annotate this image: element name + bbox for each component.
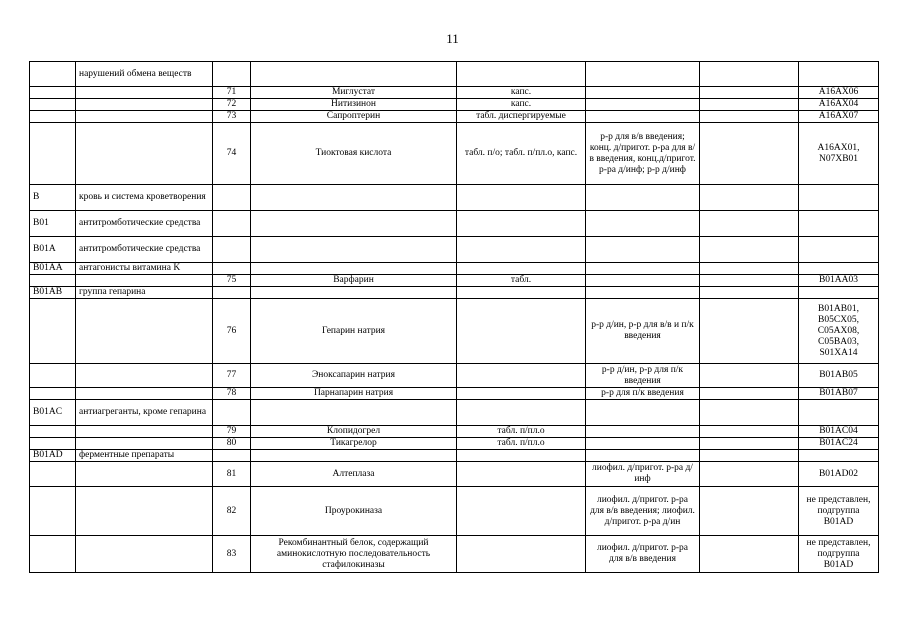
table-cell-dosage-form: капс. xyxy=(457,87,586,99)
table-cell-dosage-form xyxy=(457,487,586,536)
table-cell-extra xyxy=(700,299,799,364)
table-cell-dosage-form-2: лиофил. д/пригот. р-ра для в/в введения xyxy=(586,536,700,573)
table-cell-atc-code: A16AX04 xyxy=(799,99,879,111)
table-cell-dosage-form xyxy=(457,62,586,87)
table-cell-atc-code xyxy=(799,211,879,237)
table-cell-dosage-form xyxy=(457,263,586,275)
table-cell-drug-name: Эноксапарин натрия xyxy=(251,364,457,388)
table-cell-atc-code xyxy=(799,185,879,211)
table-row xyxy=(30,99,879,111)
table-cell-dosage-form-2 xyxy=(586,185,700,211)
table-cell-drug-name: Миглустат xyxy=(251,87,457,99)
table-cell-atc-code: B01AC24 xyxy=(799,438,879,450)
table-cell-extra xyxy=(700,426,799,438)
table-cell-code: B01AD xyxy=(30,450,76,462)
table-cell-dosage-form-2: р-р д/ин, р-р для в/в и п/к введения xyxy=(586,299,700,364)
table-cell-description xyxy=(76,123,213,185)
table-cell-drug-name: Тикагрелор xyxy=(251,438,457,450)
table-cell-extra xyxy=(700,87,799,99)
table-cell-dosage-form-2: р-р д/ин, р-р для п/к введения xyxy=(586,364,700,388)
table-cell-drug-name: Тиоктовая кислота xyxy=(251,123,457,185)
table-cell-number: 73 xyxy=(213,111,251,123)
table-cell-description xyxy=(76,87,213,99)
table-cell-drug-name: Парнапарин натрия xyxy=(251,388,457,400)
table-cell-atc-code xyxy=(799,287,879,299)
table-cell-dosage-form-2 xyxy=(586,211,700,237)
table-cell-atc-code: не представлен, подгруппа B01AD xyxy=(799,487,879,536)
table-row xyxy=(30,364,879,388)
table-cell-drug-name: Клопидогрел xyxy=(251,426,457,438)
table-cell-drug-name: Нитизинон xyxy=(251,99,457,111)
table-cell-drug-name xyxy=(251,185,457,211)
table-cell-description xyxy=(76,438,213,450)
table-cell-atc-code: B01AB05 xyxy=(799,364,879,388)
table-row xyxy=(30,450,879,462)
table-cell-dosage-form xyxy=(457,450,586,462)
table-cell-number xyxy=(213,450,251,462)
table-cell-atc-code: B01AB01, B05CX05, C05AX08, C05BA03, S01XA14 xyxy=(799,299,879,364)
table-cell-drug-name xyxy=(251,237,457,263)
table-cell-code xyxy=(30,275,76,287)
table-cell-number: 81 xyxy=(213,462,251,487)
table-row xyxy=(30,487,879,536)
table-cell-description xyxy=(76,388,213,400)
table-cell-dosage-form-2 xyxy=(586,263,700,275)
table-cell-dosage-form: капс. xyxy=(457,99,586,111)
table-cell-drug-name xyxy=(251,450,457,462)
table-cell-description: антиагреганты, кроме гепарина xyxy=(76,400,213,426)
table-cell-extra xyxy=(700,462,799,487)
table-cell-number: 75 xyxy=(213,275,251,287)
table-cell-extra xyxy=(700,388,799,400)
table-cell-dosage-form-2 xyxy=(586,400,700,426)
table-row xyxy=(30,287,879,299)
table-cell-code: B01AB xyxy=(30,287,76,299)
table-cell-description: группа гепарина xyxy=(76,287,213,299)
table-cell-extra xyxy=(700,400,799,426)
table-cell-atc-code xyxy=(799,263,879,275)
table-row xyxy=(30,237,879,263)
table-cell-number: 79 xyxy=(213,426,251,438)
table-cell-atc-code xyxy=(799,450,879,462)
table-cell-number xyxy=(213,237,251,263)
table-cell-code xyxy=(30,536,76,573)
table-cell-drug-name xyxy=(251,62,457,87)
table-cell-code xyxy=(30,438,76,450)
table-cell-description xyxy=(76,536,213,573)
table-cell-number: 74 xyxy=(213,123,251,185)
table-cell-number: 76 xyxy=(213,299,251,364)
table-row xyxy=(30,438,879,450)
table-cell-extra xyxy=(700,275,799,287)
table-cell-description xyxy=(76,364,213,388)
table-row xyxy=(30,462,879,487)
table-cell-dosage-form-2 xyxy=(586,438,700,450)
table-cell-description: антитромботические средства xyxy=(76,237,213,263)
table-cell-dosage-form xyxy=(457,388,586,400)
table-row xyxy=(30,388,879,400)
table-cell-code: B xyxy=(30,185,76,211)
table-cell-code: B01 xyxy=(30,211,76,237)
table-cell-extra xyxy=(700,123,799,185)
table-cell-code: B01A xyxy=(30,237,76,263)
drug-table xyxy=(29,61,879,573)
table-cell-dosage-form-2 xyxy=(586,450,700,462)
table-cell-code xyxy=(30,487,76,536)
table-cell-code xyxy=(30,99,76,111)
table-row xyxy=(30,87,879,99)
table-row xyxy=(30,426,879,438)
table-cell-code xyxy=(30,462,76,487)
table-cell-code xyxy=(30,123,76,185)
table-cell-number: 82 xyxy=(213,487,251,536)
table-cell-extra xyxy=(700,211,799,237)
table-row xyxy=(30,275,879,287)
table-cell-atc-code xyxy=(799,237,879,263)
table-cell-drug-name: Алтеплаза xyxy=(251,462,457,487)
table-cell-description xyxy=(76,426,213,438)
table-cell-dosage-form xyxy=(457,287,586,299)
table-cell-number: 80 xyxy=(213,438,251,450)
table-cell-number: 72 xyxy=(213,99,251,111)
table-cell-drug-name xyxy=(251,211,457,237)
table-cell-code xyxy=(30,364,76,388)
table-cell-description xyxy=(76,487,213,536)
table-cell-drug-name: Сапроптерин xyxy=(251,111,457,123)
table-cell-dosage-form-2 xyxy=(586,287,700,299)
table-cell-drug-name xyxy=(251,263,457,275)
table-cell-dosage-form-2: р-р для п/к введения xyxy=(586,388,700,400)
table-cell-drug-name xyxy=(251,400,457,426)
table-row xyxy=(30,263,879,275)
table-cell-atc-code: B01AB07 xyxy=(799,388,879,400)
table-cell-code xyxy=(30,388,76,400)
table-cell-extra xyxy=(700,62,799,87)
table-cell-drug-name: Гепарин натрия xyxy=(251,299,457,364)
table-cell-number xyxy=(213,211,251,237)
table-cell-number xyxy=(213,400,251,426)
table-row xyxy=(30,536,879,573)
table-cell-atc-code xyxy=(799,400,879,426)
table-cell-description: кровь и система кроветворения xyxy=(76,185,213,211)
table-cell-extra xyxy=(700,99,799,111)
page-number: 11 xyxy=(446,31,459,46)
table-cell-code xyxy=(30,426,76,438)
table-cell-dosage-form-2 xyxy=(586,426,700,438)
table-cell-number xyxy=(213,287,251,299)
table-cell-atc-code: не представлен, подгруппа B01AD xyxy=(799,536,879,573)
table-cell-dosage-form-2 xyxy=(586,275,700,287)
table-cell-atc-code: A16AX07 xyxy=(799,111,879,123)
table-cell-dosage-form: табл. диспергируемые xyxy=(457,111,586,123)
table-row xyxy=(30,400,879,426)
table-cell-dosage-form xyxy=(457,237,586,263)
table-cell-description: нарушений обмена веществ xyxy=(76,62,213,87)
table-cell-description: ферментные препараты xyxy=(76,450,213,462)
table-cell-drug-name: Варфарин xyxy=(251,275,457,287)
table-cell-description xyxy=(76,462,213,487)
table-cell-dosage-form xyxy=(457,462,586,487)
table-cell-description xyxy=(76,275,213,287)
table-cell-number xyxy=(213,263,251,275)
table-cell-extra xyxy=(700,237,799,263)
table-cell-extra xyxy=(700,438,799,450)
table-cell-number: 78 xyxy=(213,388,251,400)
table-cell-extra xyxy=(700,450,799,462)
table-cell-description xyxy=(76,99,213,111)
table-cell-dosage-form-2 xyxy=(586,87,700,99)
table-cell-code xyxy=(30,111,76,123)
table-cell-atc-code xyxy=(799,62,879,87)
table-cell-dosage-form: табл. п/о; табл. п/пл.о, капс. xyxy=(457,123,586,185)
table-cell-atc-code: A16AX01, N07XB01 xyxy=(799,123,879,185)
table-cell-extra xyxy=(700,111,799,123)
table-cell-atc-code: B01AC04 xyxy=(799,426,879,438)
table-cell-extra xyxy=(700,287,799,299)
table-cell-dosage-form xyxy=(457,185,586,211)
table-cell-description: антитромботические средства xyxy=(76,211,213,237)
table-row xyxy=(30,111,879,123)
table-cell-extra xyxy=(700,487,799,536)
table-cell-description: антагонисты витамина K xyxy=(76,263,213,275)
table-cell-number: 83 xyxy=(213,536,251,573)
table-cell-extra xyxy=(700,185,799,211)
table-cell-number: 77 xyxy=(213,364,251,388)
table-cell-code xyxy=(30,299,76,364)
table-cell-dosage-form-2 xyxy=(586,99,700,111)
table-cell-extra xyxy=(700,536,799,573)
table-cell-dosage-form: табл. xyxy=(457,275,586,287)
table-cell-dosage-form-2 xyxy=(586,111,700,123)
table-cell-dosage-form xyxy=(457,299,586,364)
table-cell-dosage-form-2 xyxy=(586,237,700,263)
table-cell-dosage-form: табл. п/пл.о xyxy=(457,438,586,450)
table-cell-code xyxy=(30,87,76,99)
table-cell-dosage-form xyxy=(457,400,586,426)
table-cell-dosage-form-2: лиофил. д/пригот. р-ра для в/в введения; лиофил. д/пригот. р-ра д/ин xyxy=(586,487,700,536)
table-cell-extra xyxy=(700,263,799,275)
table-cell-code xyxy=(30,62,76,87)
table-cell-number xyxy=(213,185,251,211)
table-cell-description xyxy=(76,299,213,364)
table-cell-extra xyxy=(700,364,799,388)
table-cell-dosage-form xyxy=(457,536,586,573)
table-cell-drug-name: Проурокиназа xyxy=(251,487,457,536)
table-cell-atc-code: B01AD02 xyxy=(799,462,879,487)
table-cell-dosage-form-2 xyxy=(586,62,700,87)
table-row xyxy=(30,211,879,237)
table-row xyxy=(30,185,879,211)
table-cell-dosage-form xyxy=(457,211,586,237)
table-cell-drug-name: Рекомбинантный белок, содержащий аминокислотную последовательность стафилокиназы xyxy=(251,536,457,573)
table-cell-atc-code: A16AX06 xyxy=(799,87,879,99)
table-row xyxy=(30,62,879,87)
table-cell-number xyxy=(213,62,251,87)
table-cell-description xyxy=(76,111,213,123)
table-cell-drug-name xyxy=(251,287,457,299)
table-row xyxy=(30,123,879,185)
table-cell-atc-code: B01AA03 xyxy=(799,275,879,287)
table-row xyxy=(30,299,879,364)
table-cell-dosage-form xyxy=(457,364,586,388)
table-cell-code: B01AC xyxy=(30,400,76,426)
table-cell-number: 71 xyxy=(213,87,251,99)
table-cell-dosage-form: табл. п/пл.о xyxy=(457,426,586,438)
table-cell-dosage-form-2: р-р для в/в введения; конц. д/пригот. р-ра для в/в введения, конц.д/пригот. р-ра д/инф; р-р д/инф xyxy=(586,123,700,185)
table-cell-code: B01AA xyxy=(30,263,76,275)
table-cell-dosage-form-2: лиофил. д/пригот. р-ра д/инф xyxy=(586,462,700,487)
